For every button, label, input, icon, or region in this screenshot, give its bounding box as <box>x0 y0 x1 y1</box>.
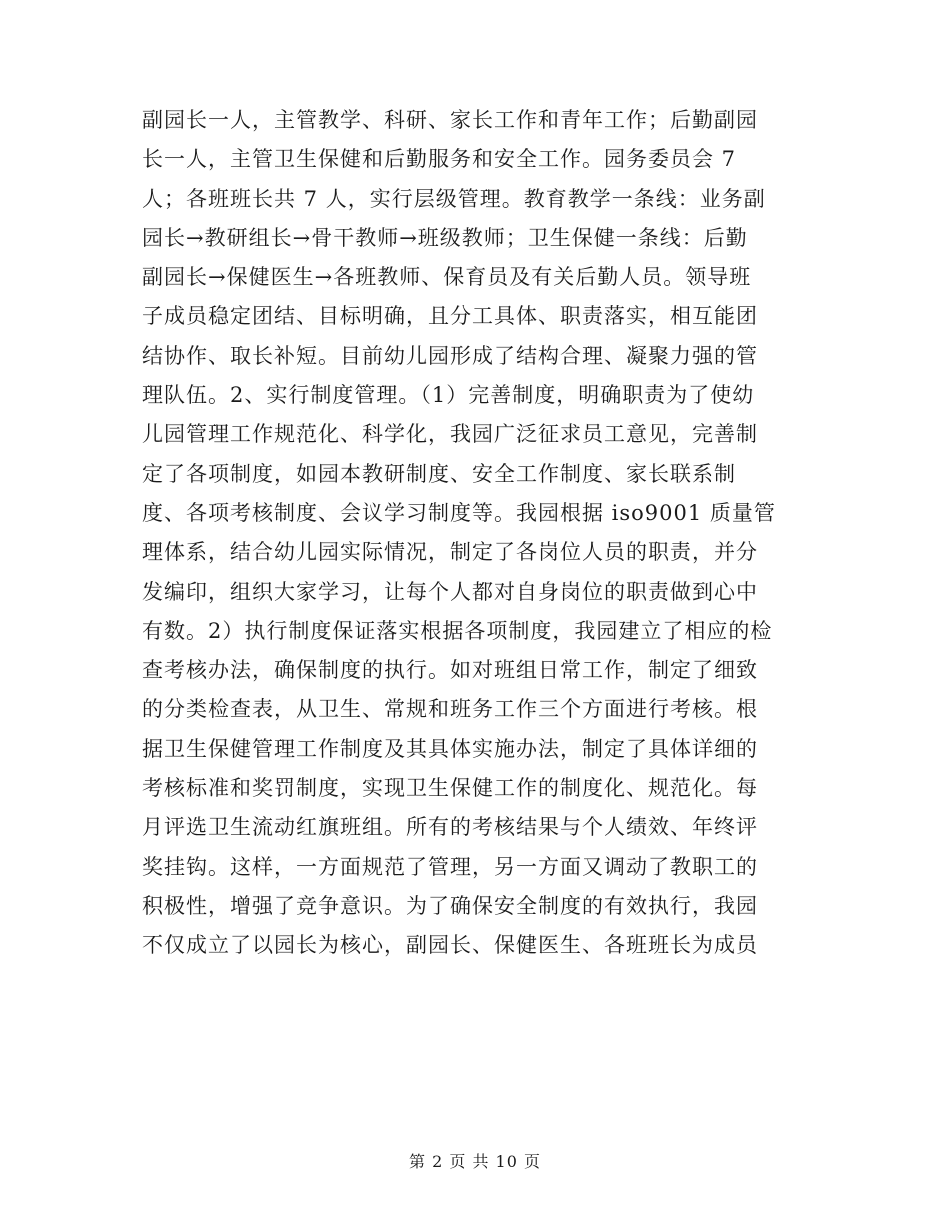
text-line: 月评选卫生流动红旗班组。所有的考核结果与个人绩效、年终评 <box>142 815 758 840</box>
text-line: 的分类检查表，从卫生、常规和班务工作三个方面进行考核。根 <box>142 697 758 722</box>
text-line: 有数。2）执行制度保证落实根据各项制度，我园建立了相应的检 <box>142 618 773 643</box>
text-line: 定了各项制度，如园本教研制度、安全工作制度、家长联系制 <box>142 461 736 486</box>
text-line: 人；各班班长共 7 人，实行层级管理。教育教学一条线：业务副 <box>142 186 766 211</box>
text-line: 儿园管理工作规范化、科学化，我园广泛征求员工意见，完善制 <box>142 422 758 447</box>
text-line: 不仅成立了以园长为核心，副园长、保健医生、各班班长为成员 <box>142 933 758 958</box>
text-line: 副园长→保健医生→各班教师、保育员及有关后勤人员。领导班 <box>142 265 752 290</box>
text-line: 园长→教研组长→骨干教师→班级教师；卫生保健一条线：后勤 <box>142 225 748 250</box>
text-line: 奖挂钩。这样，一方面规范了管理，另一方面又调动了教职工的 <box>142 854 758 879</box>
text-line: 结协作、取长补短。目前幼儿园形成了结构合理、凝聚力强的管 <box>142 343 758 368</box>
text-line: 考核标准和奖罚制度，实现卫生保健工作的制度化、规范化。每 <box>142 776 758 801</box>
page-number-footer: 第 2 页 共 10 页 <box>409 1152 541 1171</box>
text-line: 发编印，组织大家学习，让每个人都对自身岗位的职责做到心中 <box>142 579 758 604</box>
text-line: 据卫生保健管理工作制度及其具体实施办法，制定了具体详细的 <box>142 736 758 761</box>
text-line: 理队伍。2、实行制度管理。（1）完善制度，明确职责为了使幼 <box>142 383 755 408</box>
text-line: 子成员稳定团结、目标明确，且分工具体、职责落实，相互能团 <box>142 304 758 329</box>
text-line: 查考核办法，确保制度的执行。如对班组日常工作，制定了细致 <box>142 658 758 683</box>
text-line: 度、各项考核制度、会议学习制度等。我园根据 iso9001 质量管 <box>142 500 776 525</box>
text-line: 长一人，主管卫生保健和后勤服务和安全工作。园务委员会 7 <box>142 147 737 172</box>
text-line: 副园长一人，主管教学、科研、家长工作和青年工作；后勤副园 <box>142 108 758 132</box>
text-line: 积极性，增强了竞争意识。为了确保安全制度的有效执行，我园 <box>142 893 758 918</box>
text-line: 理体系，结合幼儿园实际情况，制定了各岗位人员的职责，并分 <box>142 540 758 565</box>
body-text <box>142 101 822 966</box>
